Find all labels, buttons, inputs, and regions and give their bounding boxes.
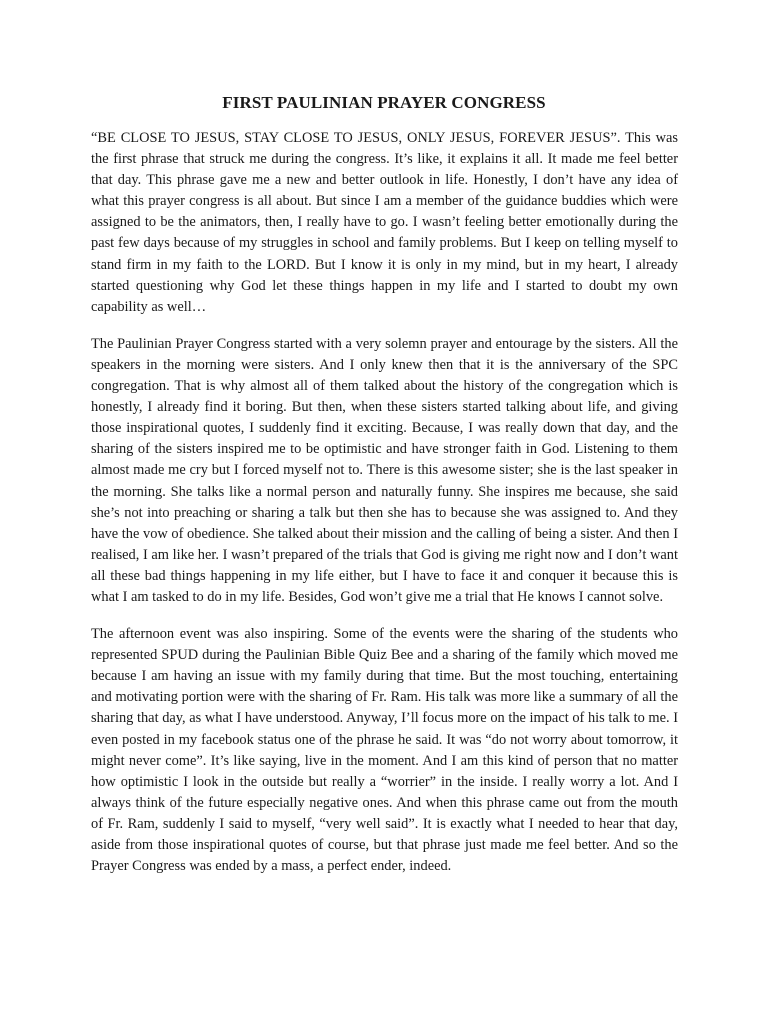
paragraph-1: “BE CLOSE TO JESUS, STAY CLOSE TO JESUS, ONLY JESUS, FOREVER JESUS”. This was the first phrase that struck me during the congress. It’s like, it explains it all. It made me feel better that day. This phrase gave me a new and better outlook in life. Honestly, I don’t have any idea of what this prayer congress is all about. But since I am a member of the guidance buddies which were assigned to be the animators, then, I really have to go. I wasn’t feeling better emotionally during the past few days because of my struggles in school and family problems. But I keep on telling myself to stand firm in my faith to the LORD. But I know it is only in my mind, but in my heart, I already started questioning why God let these things happen in my life and I started to doubt my own capability as well… xyxy=(91,130,678,315)
document-title: FIRST PAULINIAN PRAYER CONGRESS xyxy=(222,93,546,112)
paragraph-3: The afternoon event was also inspiring. Some of the events were the sharing of the students who represented SPUD during the Paulinian Bible Quiz Bee and a sharing of the family which moved me because I am having an issue with my family during that time. But the most touching, entertaining and motivating portion were with the sharing of Fr. Ram. His talk was more like a summary of all the sharing that day, as what I have understood. Anyway, I’ll focus more on the impact of his talk to me. I even posted in my facebook status one of the phrase he said. It was “do not worry about tomorrow, it might never come”. It’s like saying, live in the moment. And I am this kind of person that no matter how optimistic I look in the outside but really a “worrier” in the inside. I really worry a lot. And I always think of the future especially negative ones. And when this phrase came out from the mouth of Fr. Ram, suddenly I said to myself, “very well said”. It is exactly what I needed to hear that day, aside from those inspirational quotes of course, but that phrase just made me feel better. And so the Prayer Congress was ended by a mass, a perfect ender, indeed. xyxy=(91,626,678,875)
document-body xyxy=(91,128,678,893)
paragraph-2: The Paulinian Prayer Congress started with a very solemn prayer and entourage by the sisters. All the speakers in the morning were sisters. And I only knew then that it is the anniversary of the SPC congregation. That is why almost all of them talked about the history of the congregation which is honestly, I already find it boring. But then, when these sisters started talking about life, and giving those inspirational quotes, I suddenly find it exciting. Because, I was really down that day, and the sharing of the sisters inspired me to be optimistic and have stronger faith in God. Listening to them almost made me cry but I forced myself not to. There is this awesome sister; she is the last speaker in the morning. She talks like a normal person and naturally funny. She inspires me because, she said she’s not into preaching or sharing a talk but then she has to because she was assigned to. And they have the vow of obedience. She talked about their mission and the calling of being a sister. And then I realised, I am like her. I wasn’t prepared of the trials that God is giving me right now and I don’t want all these bad things happening in my life either, but I have to face it and conquer it because this is what I am tasked to do in my life. Besides, God won’t give me a trial that He knows I cannot solve. xyxy=(91,335,678,605)
